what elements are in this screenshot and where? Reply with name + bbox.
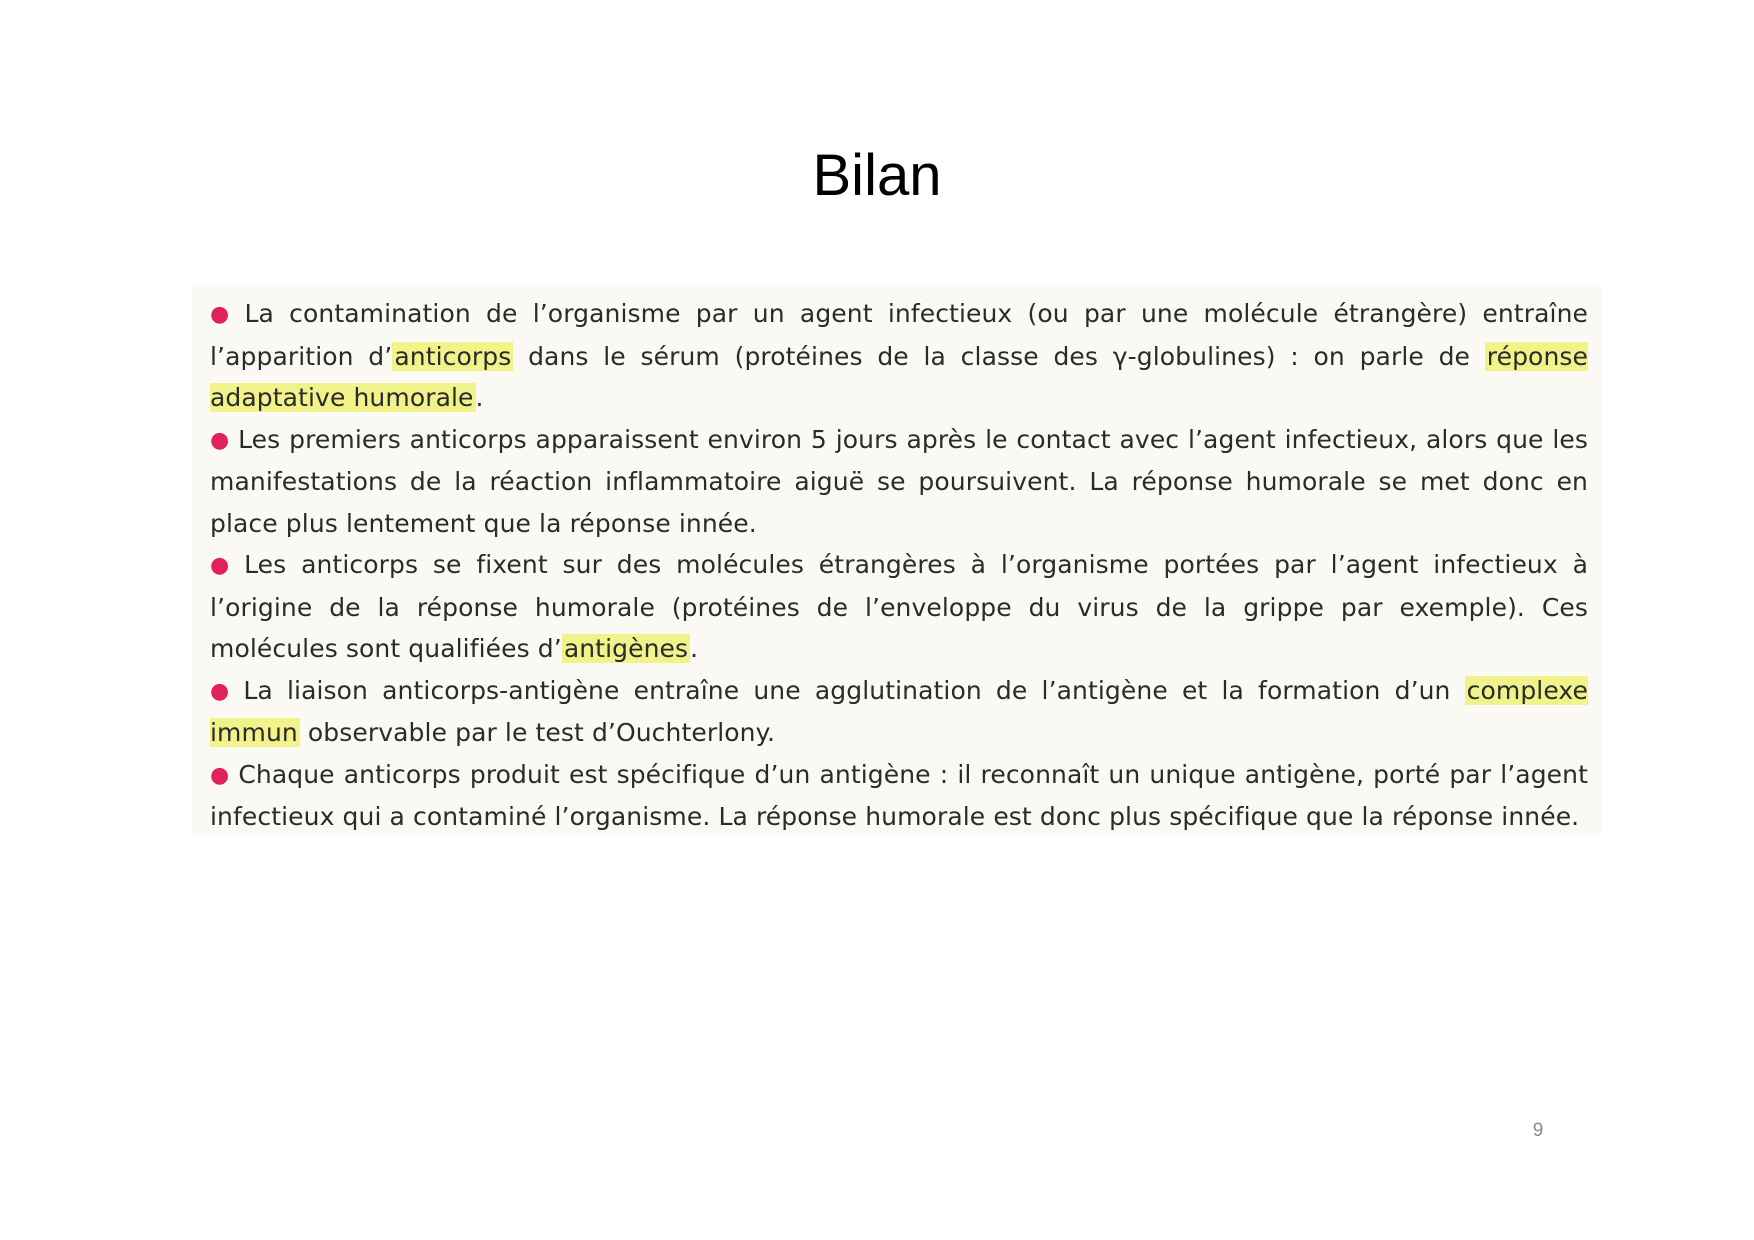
highlighted-term-complexe-immun: complexe immun (210, 675, 1588, 747)
bullet-paragraph-1 (210, 293, 1588, 419)
scanned-text-image (192, 287, 1602, 835)
page-number: 9 (1532, 1120, 1544, 1141)
paragraph-text: La contamination de l’organisme par un agent infectieux (ou par une molécule étrangère) entraîne l’apparition d’ (210, 299, 1589, 371)
bullet-dot-icon: ● (210, 762, 231, 788)
paragraph-text: Les anticorps se fixent sur des molécules étrangères à l’organisme portées par l’agent infectieux à l’origine de la réponse humorale (protéines de l’enveloppe du virus de la grippe par exemple). Ces molécules sont qualifiées d’ (210, 550, 1588, 663)
bullet-dot-icon: ● (210, 553, 237, 578)
highlighted-term-anticorps: anticorps (394, 341, 512, 371)
bullet-paragraph-3 (210, 544, 1588, 670)
paragraph-text: . (475, 383, 484, 412)
bullet-dot-icon: ● (210, 302, 237, 327)
bullet-dot-icon: ● (210, 427, 231, 453)
paragraph-text: observable par le test d’Ouchterlony. (299, 718, 775, 747)
bullet-dot-icon: ● (210, 678, 236, 704)
bullet-paragraph-2 (210, 419, 1588, 545)
highlighted-term-reponse-adaptative-humorale: réponse adaptative humorale (210, 341, 1588, 412)
paragraph-text: Les premiers anticorps apparaissent environ 5 jours après le contact avec l’agent infectieux, alors que les manifestations de la réaction inflammatoire aiguë se poursuivent. La réponse humorale se met donc en place plus lentement que la réponse innée. (210, 424, 1589, 538)
paragraph-text: La liaison anticorps-antigène entraîne une agglutination de l’antigène et la formation d’un (243, 675, 1465, 705)
slide-title: Bilan (812, 143, 942, 208)
paragraph-text: Chaque anticorps produit est spécifique d’un antigène : il reconnaît un unique antigène, porté par l’agent infectieux qui a contaminé l’organisme. La réponse humorale est donc plus spécifique que la réponse innée. (210, 759, 1589, 831)
paragraph-text: . (690, 634, 699, 663)
highlighted-term-antigenes: antigènes (563, 634, 689, 663)
paragraph-text: dans le sérum (protéines de la classe des γ-globulines) : on parle de (513, 341, 1485, 371)
bullet-paragraph-4 (210, 670, 1588, 754)
bullet-paragraph-5 (210, 754, 1588, 838)
